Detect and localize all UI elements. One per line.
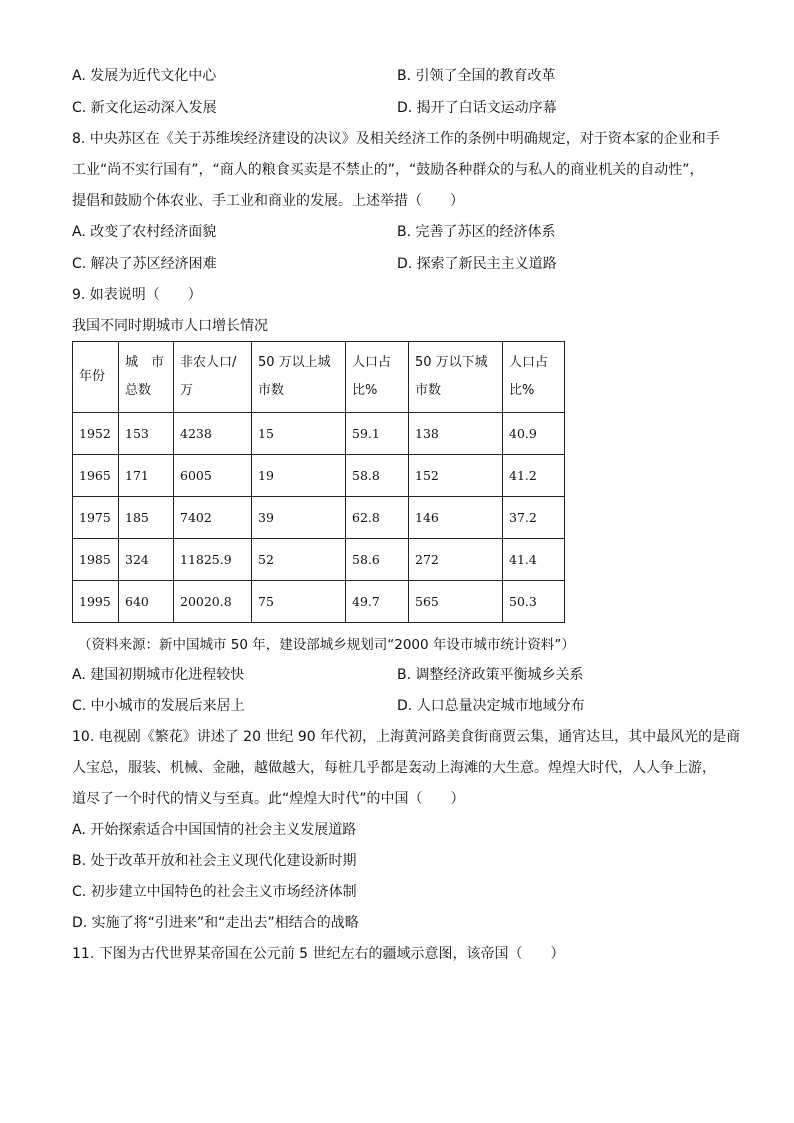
table-cell: 11825.9 bbox=[174, 539, 252, 581]
table-cell: 1965 bbox=[73, 455, 119, 497]
table-cell: 41.4 bbox=[503, 539, 565, 581]
header-large-city-count: 50 万以上城市数 bbox=[252, 342, 346, 413]
table-cell: 58.6 bbox=[346, 539, 409, 581]
table-cell: 52 bbox=[252, 539, 346, 581]
table-cell: 171 bbox=[119, 455, 174, 497]
table-cell: 20020.8 bbox=[174, 581, 252, 623]
table-cell: 185 bbox=[119, 497, 174, 539]
q9-stem: 9. 如表说明（ ） bbox=[72, 287, 202, 303]
q8-option-a: A. 改变了农村经济面貌 bbox=[72, 224, 217, 240]
q8-option-d: D. 探索了新民主主义道路 bbox=[397, 256, 557, 272]
table-cell: 1975 bbox=[73, 497, 119, 539]
table-source-note: （资料来源：新中国城市 50 年，建设部城乡规划司“2000 年设市城市统计资料”） bbox=[78, 637, 575, 653]
table-cell: 15 bbox=[252, 413, 346, 455]
table-cell: 324 bbox=[119, 539, 174, 581]
q9-option-d: D. 人口总量决定城市地域分布 bbox=[397, 698, 585, 714]
table-cell: 153 bbox=[119, 413, 174, 455]
table-cell: 41.2 bbox=[503, 455, 565, 497]
table-row bbox=[73, 413, 565, 455]
table-cell: 58.8 bbox=[346, 455, 409, 497]
table-cell: 59.1 bbox=[346, 413, 409, 455]
table-cell: 37.2 bbox=[503, 497, 565, 539]
q8-option-b: B. 完善了苏区的经济体系 bbox=[397, 224, 556, 240]
header-small-city-count: 50 万以下城市数 bbox=[409, 342, 503, 413]
table-cell: 50.3 bbox=[503, 581, 565, 623]
table-cell: 75 bbox=[252, 581, 346, 623]
q10-option-d: D. 实施了将“引进来”和“走出去”相结合的战略 bbox=[72, 915, 359, 931]
table-cell: 272 bbox=[409, 539, 503, 581]
table-cell: 7402 bbox=[174, 497, 252, 539]
q7-option-a: A. 发展为近代文化中心 bbox=[72, 68, 217, 84]
q8-stem-line-1: 8. 中央苏区在《关于苏维埃经济建设的决议》及相关经济工作的条例中明确规定，对于资本家的企业和手 bbox=[72, 131, 720, 147]
q11-stem: 11. 下图为古代世界某帝国在公元前 5 世纪左右的疆域示意图，该帝国（ ） bbox=[72, 946, 565, 962]
q9-option-a: A. 建国初期城市化进程较快 bbox=[72, 667, 245, 683]
table-cell: 1995 bbox=[73, 581, 119, 623]
header-nonagri-population: 非农人口/万 bbox=[174, 342, 252, 413]
q9-option-b: B. 调整经济政策平衡城乡关系 bbox=[397, 667, 584, 683]
q10-stem-line-3: 道尽了一个时代的情义与至真。此“煌煌大时代”的中国（ ） bbox=[72, 791, 465, 807]
header-city-count: 城 市总数 bbox=[119, 342, 174, 413]
table-cell: 6005 bbox=[174, 455, 252, 497]
city-population-table bbox=[72, 341, 565, 623]
header-year: 年份 bbox=[73, 342, 119, 413]
table-header-row bbox=[73, 342, 565, 413]
table-cell: 4238 bbox=[174, 413, 252, 455]
q9-table-title: 我国不同时期城市人口增长情况 bbox=[72, 318, 268, 334]
table-cell: 62.8 bbox=[346, 497, 409, 539]
header-large-city-share: 人口占比% bbox=[346, 342, 409, 413]
q8-stem-line-2: 工业“尚不实行国有”，“商人的粮食买卖是不禁止的”，“鼓励各种群众的与私人的商业机关的自动性”， bbox=[72, 162, 704, 178]
table-cell: 49.7 bbox=[346, 581, 409, 623]
table-cell: 19 bbox=[252, 455, 346, 497]
table-cell: 1985 bbox=[73, 539, 119, 581]
q10-stem-line-1: 10. 电视剧《繁花》讲述了 20 世纪 90 年代初，上海黄河路美食街商贾云集，通宵达旦，其中最风光的是商 bbox=[72, 729, 741, 745]
q8-option-c: C. 解决了苏区经济困难 bbox=[72, 256, 217, 272]
table-row bbox=[73, 539, 565, 581]
header-small-city-share: 人口占比% bbox=[503, 342, 565, 413]
q10-option-a: A. 开始探索适合中国国情的社会主义发展道路 bbox=[72, 822, 357, 838]
table-row bbox=[73, 455, 565, 497]
table-cell: 138 bbox=[409, 413, 503, 455]
table-cell: 40.9 bbox=[503, 413, 565, 455]
q10-stem-line-2: 人宝总，服装、机械、金融，越做越大，每桩几乎都是轰动上海滩的大生意。煌煌大时代，人人争上游， bbox=[72, 760, 716, 776]
table-cell: 565 bbox=[409, 581, 503, 623]
q7-option-d: D. 揭开了白话文运动序幕 bbox=[397, 100, 557, 116]
table-cell: 146 bbox=[409, 497, 503, 539]
table-cell: 39 bbox=[252, 497, 346, 539]
q10-option-b: B. 处于改革开放和社会主义现代化建设新时期 bbox=[72, 853, 357, 869]
q8-stem-line-3: 提倡和鼓励个体农业、手工业和商业的发展。上述举措（ ） bbox=[72, 193, 464, 209]
q9-option-c: C. 中小城市的发展后来居上 bbox=[72, 698, 245, 714]
table-row bbox=[73, 497, 565, 539]
q7-option-b: B. 引领了全国的教育改革 bbox=[397, 68, 556, 84]
q7-option-c: C. 新文化运动深入发展 bbox=[72, 100, 217, 116]
q10-option-c: C. 初步建立中国特色的社会主义市场经济体制 bbox=[72, 884, 357, 900]
table-row bbox=[73, 581, 565, 623]
table-cell: 152 bbox=[409, 455, 503, 497]
table-cell: 1952 bbox=[73, 413, 119, 455]
table-cell: 640 bbox=[119, 581, 174, 623]
